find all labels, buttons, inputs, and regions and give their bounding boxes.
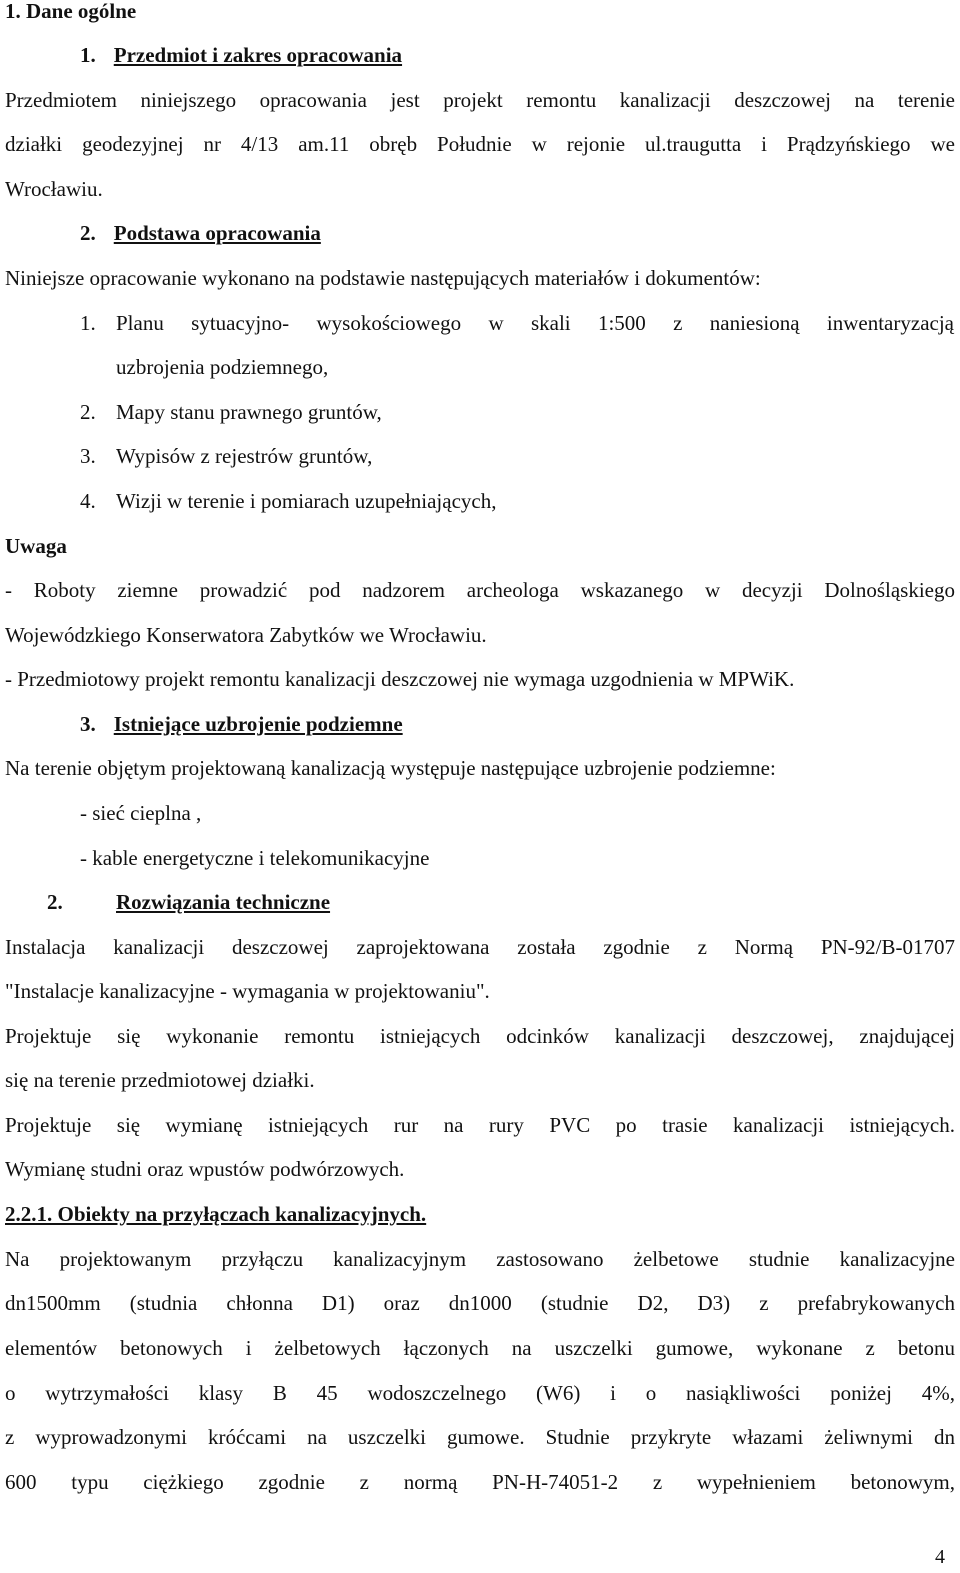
paragraph-line: Niniejsze opracowanie wykonano na podstawie następujących materiałów i dokumentów: [5, 266, 761, 290]
section-title: Rozwiązania techniczne [116, 890, 331, 914]
note-line: Wojewódzkiego Konserwatora Zabytków we Wrocławiu. [5, 623, 487, 647]
paragraph-line: Przedmiotem niniejszego opracowania jest projekt remontu kanalizacji deszczowej na terenie [5, 88, 955, 112]
paragraph-line: Na terenie objętym projektowaną kanalizacją występuje następujące uzbrojenie podziemne: [5, 756, 776, 780]
paragraph-line: się na terenie przedmiotowej działki. [5, 1068, 315, 1092]
list-item: Planu sytuacyjno- wysokościowego w skali 1:500 z naniesioną inwentaryzacją [116, 311, 954, 335]
paragraph-line: 600 typu ciężkiego zgodnie z normą PN-H-74051-2 z wypełnieniem betonowym, [5, 1470, 955, 1494]
section-number: 3. [80, 712, 96, 736]
paragraph-line: działki geodezyjnej nr 4/13 am.11 obręb Południe w rejonie ul.traugutta i Prądzyńskiego we [5, 132, 955, 156]
paragraph-line: Projektuje się wykonanie remontu istniejących odcinków kanalizacji deszczowej, znajdującej [5, 1024, 955, 1048]
section-title: Przedmiot i zakres opracowania [113, 43, 403, 67]
paragraph-line: Instalacja kanalizacji deszczowej zaprojektowana została zgodnie z Normą PN-92/B-01707 [5, 935, 955, 959]
doc-title: 1. Dane ogólne [5, 0, 137, 23]
section-heading-4 [47, 889, 947, 915]
paragraph-line: o wytrzymałości klasy B 45 wodoszczelnego (W6) i o nasiąkliwości poniżej 4%, [5, 1381, 955, 1405]
note-title: Uwaga [5, 534, 67, 558]
list-item-continuation: uzbrojenia podziemnego, [116, 355, 329, 379]
paragraph-line: elementów betonowych i żelbetowych łączonych na uszczelki gumowe, wykonane z betonu [5, 1336, 955, 1360]
section-title: Podstawa opracowania [113, 221, 321, 245]
page-number: 4 [935, 1546, 945, 1568]
section-number: 2. [80, 221, 96, 245]
list-item: Mapy stanu prawnego gruntów, [116, 400, 382, 424]
paragraph-line: Wrocławiu. [5, 177, 103, 201]
list-number: 4. [80, 489, 96, 513]
note-line: - Roboty ziemne prowadzić pod nadzorem archeologa wskazanego w decyzji Dolnośląskiego [5, 578, 955, 602]
paragraph-line: Wymianę studni oraz wpustów podwórzowych. [5, 1157, 405, 1181]
list-number: 2. [80, 400, 96, 424]
paragraph-line: z wyprowadzonymi króćcami na uszczelki gumowe. Studnie przykryte włazami żeliwnymi dn [5, 1425, 955, 1449]
list-item: Wizji w terenie i pomiarach uzupełniających, [116, 489, 497, 513]
paragraph-line: Na projektowanym przyłączu kanalizacyjnym zastosowano żelbetowe studnie kanalizacyjne [5, 1247, 955, 1271]
subsection-heading: 2.2.1. Obiekty na przyłączach kanalizacyjnych. [5, 1202, 427, 1226]
section-heading-1 [80, 42, 940, 68]
section-heading-3 [80, 711, 940, 737]
note-line: - Przedmiotowy projekt remontu kanalizacji deszczowej nie wymaga uzgodnienia w MPWiK. [5, 667, 795, 691]
paragraph-line: "Instalacje kanalizacyjne - wymagania w projektowaniu". [5, 979, 490, 1003]
list-item: - kable energetyczne i telekomunikacyjne [80, 846, 430, 870]
section-heading-2 [80, 220, 940, 246]
list-item: - sieć cieplna , [80, 801, 202, 825]
section-title: Istniejące uzbrojenie podziemne [113, 712, 403, 736]
list-item: Wypisów z rejestrów gruntów, [116, 444, 373, 468]
section-number: 2. [47, 890, 63, 914]
paragraph-line: dn1500mm (studnia chłonna D1) oraz dn1000 (studnie D2, D3) z prefabrykowanych [5, 1291, 955, 1315]
list-number: 1. [80, 311, 96, 335]
section-number: 1. [80, 43, 96, 67]
list-number: 3. [80, 444, 96, 468]
paragraph-line: Projektuje się wymianę istniejących rur na rury PVC po trasie kanalizacji istniejących. [5, 1113, 955, 1137]
